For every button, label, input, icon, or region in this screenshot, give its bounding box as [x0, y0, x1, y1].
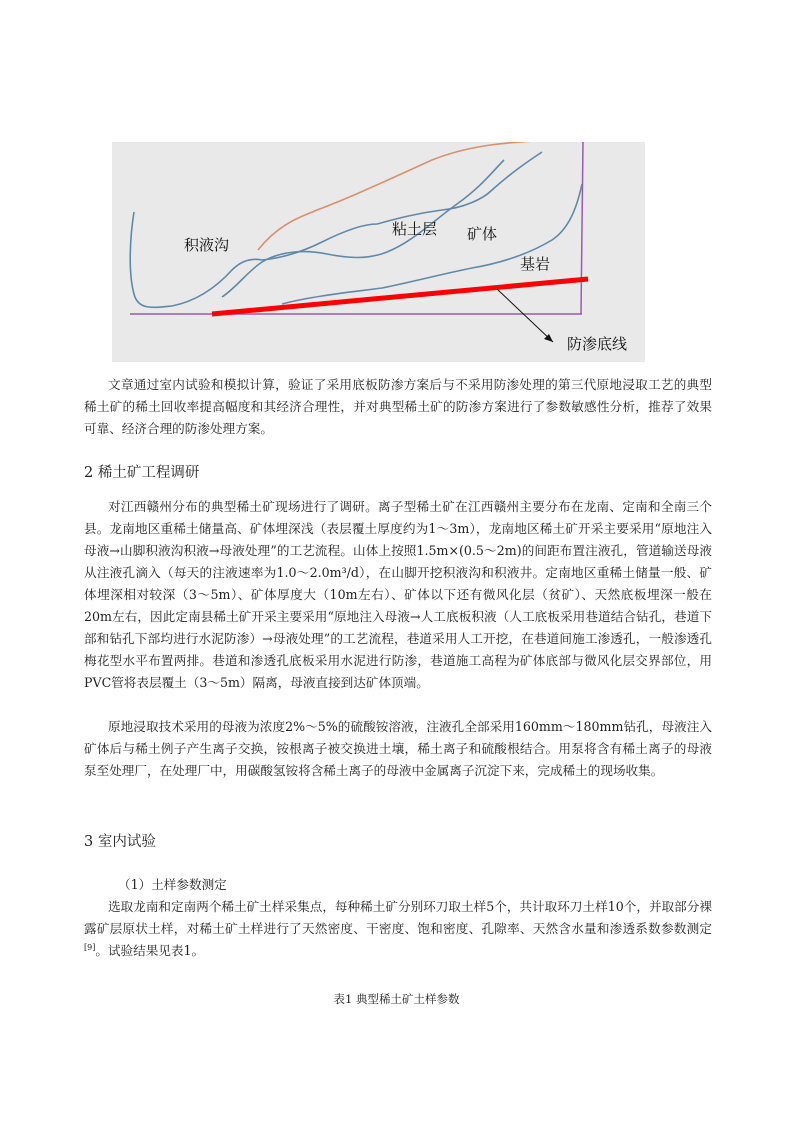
- label-trench: 积液沟: [184, 236, 230, 254]
- soil-test-text: 选取龙南和定南两个稀土矿土样采集点，每种稀土矿分别环刀取土样5个，共计取环刀土样10个，并取部分裸露矿层原状土样，对稀土矿土样进行了天然密度、干密度、饱和密度、孔隙率、天然含水量和渗透系数参数测定: [84, 899, 712, 936]
- soil-test-text-end: 。试验结果见表1。: [95, 943, 205, 958]
- paragraph-survey: 对江西赣州分布的典型稀土矿现场进行了调研。离子型稀土矿在江西赣州主要分布在龙南、定南和全南三个县。龙南地区重稀土储量高、矿体埋深浅（表层覆土厚度约为1～3m），龙南地区稀土矿开采主要采用“原地注入母液→山脚积液沟积液→母液处理”的工艺流程。山体上按照1.5m×(0.5～2m)的间距布置注液孔，管道输送母液从注液孔滴入（每天的注液速率为1.0～2.0m³/d），在山脚开挖积液沟和积液井。定南地区重稀土储量一般、矿体埋深相对较深（3～5m）、矿体厚度大（10m左右）、矿体以下还有微风化层（贫矿）、天然底板埋深一般在20m左右，因此定南县稀土矿开采主要采用“原地注入母液→人工底板积液（人工底板采用巷道结合钻孔，巷道下部和钻孔下部均进行水泥防渗）→母液处理”的工艺流程，巷道采用人工开挖，在巷道间施工渗透孔，一般渗透孔梅花型水平布置两排。巷道和渗透孔底板采用水泥进行防渗，巷道施工高程为矿体底部与微风化层交界部位，用PVC管将表层覆土（3～5m）隔离，母液直接到达矿体顶端。: [84, 499, 712, 690]
- section-heading-3: 3 室内试验: [84, 834, 156, 850]
- geology-figure: [112, 142, 645, 362]
- right-boundary-line: [581, 142, 583, 314]
- geology-diagram: [112, 142, 645, 362]
- paragraph-leaching: 原地浸取技术采用的母液为浓度2%～5%的硫酸铵溶液，注液孔全部采用160mm～180mm钻孔，母液注入矿体后与稀土例子产生离子交换，铵根离子被交换进土壤，稀土离子和硫酸根结合。用泵将含有稀土离子的母液泵至处理厂，在处理厂中，用碳酸氢铵将含稀土离子的母液中金属离子沉淀下来，完成稀土的现场收集。: [84, 719, 712, 778]
- arrow-line: [497, 289, 553, 342]
- section-heading-2: 2 稀土矿工程调研: [84, 465, 200, 481]
- paragraph-intro: 文章通过室内试验和模拟计算，验证了采用底板防渗方案后与不采用防渗处理的第三代原地浸取工艺的典型稀土矿的稀土回收率提高幅度和其经济合理性，并对典型稀土矿的防渗方案进行了参数敏感性分析，推荐了效果可靠、经济合理的防渗处理方案。: [84, 377, 712, 436]
- citation-ref: [9]: [84, 942, 96, 952]
- label-antiseepage: 防渗底线: [567, 335, 628, 353]
- label-ore: 矿体: [467, 225, 498, 243]
- ore-top-curve: [222, 160, 504, 297]
- table-caption: 表1 典型稀土矿土样参数: [333, 992, 460, 1006]
- label-bedrock: 基岩: [520, 255, 551, 273]
- label-clay: 粘土层: [392, 220, 438, 238]
- subsection-heading: （1）土样参数测定: [118, 877, 227, 892]
- paragraph-soil-test: [84, 896, 712, 962]
